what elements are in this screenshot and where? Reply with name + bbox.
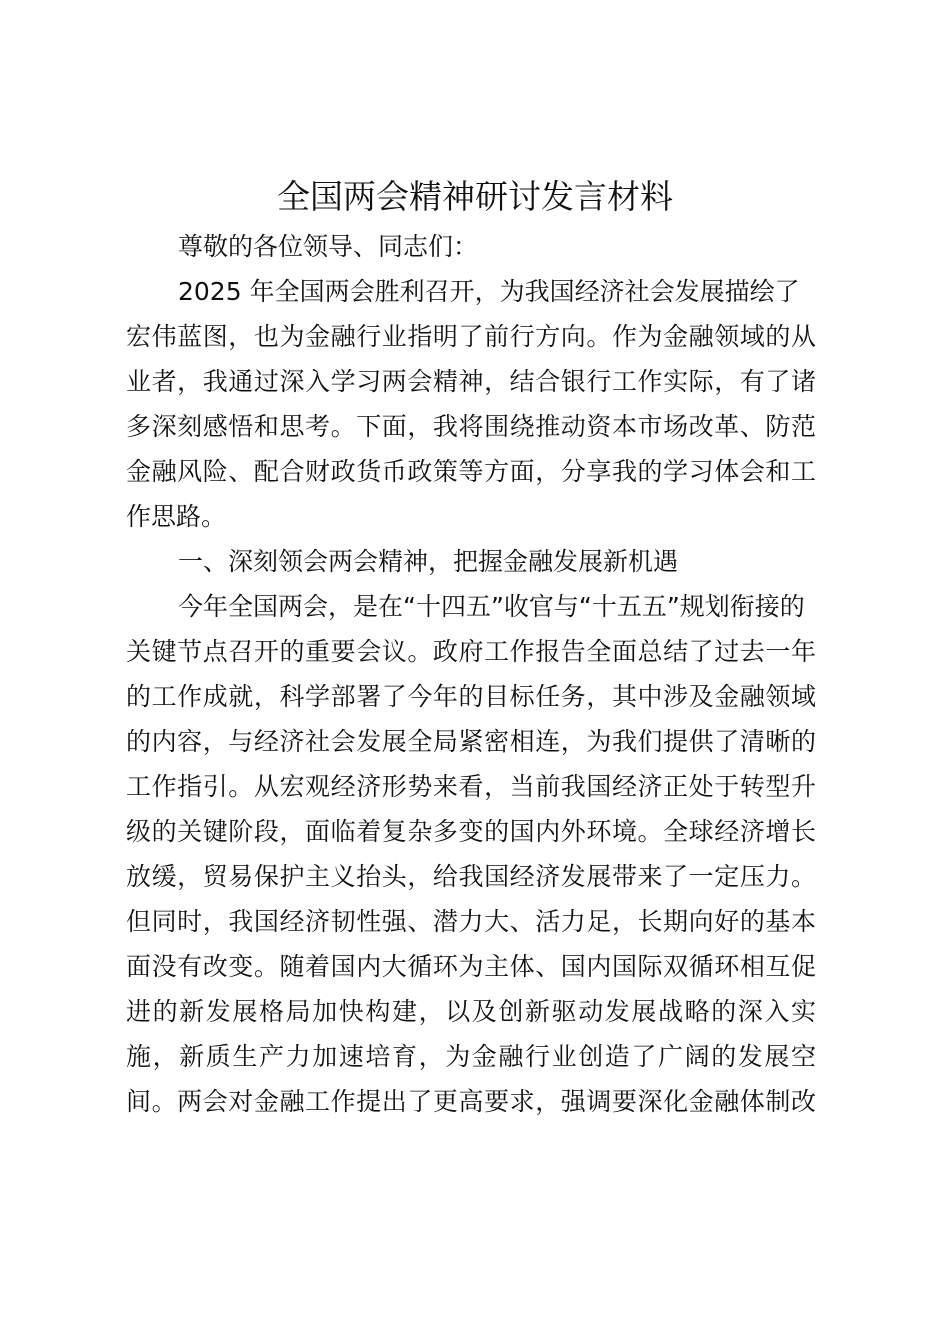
paragraph-2-line-2: 关键节点召开的重要会议。政府工作报告全面总结了过去一年 <box>126 637 816 666</box>
paragraph-2-line-1: 今年全国两会，是在“十四五”收官与“十五五”规划衔接的 <box>178 592 805 621</box>
paragraph-2-line-12: 间。两会对金融工作提出了更高要求，强调要深化金融体制改 <box>126 1087 816 1116</box>
section-heading-1: 一、深刻领会两会精神，把握金融发展新机遇 <box>178 547 679 576</box>
paragraph-1-line-4: 多深刻感悟和思考。下面，我将围绕推动资本市场改革、防范 <box>126 412 816 441</box>
paragraph-2-line-10: 进的新发展格局加快构建，以及创新驱动发展战略的深入实 <box>126 997 816 1026</box>
paragraph-2-line-8: 但同时，我国经济韧性强、潜力大、活力足，长期向好的基本 <box>126 907 816 936</box>
paragraph-2-line-9: 面没有改变。随着国内大循环为主体、国内国际双循环相互促 <box>126 952 816 981</box>
paragraph-2-line-7: 放缓，贸易保护主义抬头，给我国经济发展带来了一定压力。 <box>126 862 816 891</box>
paragraph-2-line-5: 工作指引。从宏观经济形势来看，当前我国经济正处于转型升 <box>126 772 816 801</box>
paragraph-1-line-5: 金融风险、配合财政货币政策等方面，分享我的学习体会和工 <box>126 457 816 486</box>
paragraph-2-line-4: 的内容，与经济社会发展全局紧密相连，为我们提供了清晰的 <box>126 727 816 756</box>
document-body <box>126 224 826 1124</box>
paragraph-2-line-3: 的工作成就，科学部署了今年的目标任务，其中涉及金融领域 <box>126 682 816 711</box>
paragraph-1-line-1: 2025 年全国两会胜利召开，为我国经济社会发展描绘了 <box>178 277 800 306</box>
paragraph-1-line-2: 宏伟蓝图，也为金融行业指明了前行方向。作为金融领域的从 <box>126 322 816 351</box>
paragraph-2-line-11: 施，新质生产力加速培育，为金融行业创造了广阔的发展空 <box>126 1042 816 1071</box>
salutation: 尊敬的各位领导、同志们： <box>178 232 479 261</box>
paragraph-2-line-6: 级的关键阶段，面临着复杂多变的国内外环境。全球经济增长 <box>126 817 816 846</box>
document-title: 全国两会精神研讨发言材料 <box>277 177 673 216</box>
paragraph-1-line-3: 业者，我通过深入学习两会精神，结合银行工作实际，有了诸 <box>126 367 816 396</box>
paragraph-1-line-6: 作思路。 <box>126 502 227 531</box>
